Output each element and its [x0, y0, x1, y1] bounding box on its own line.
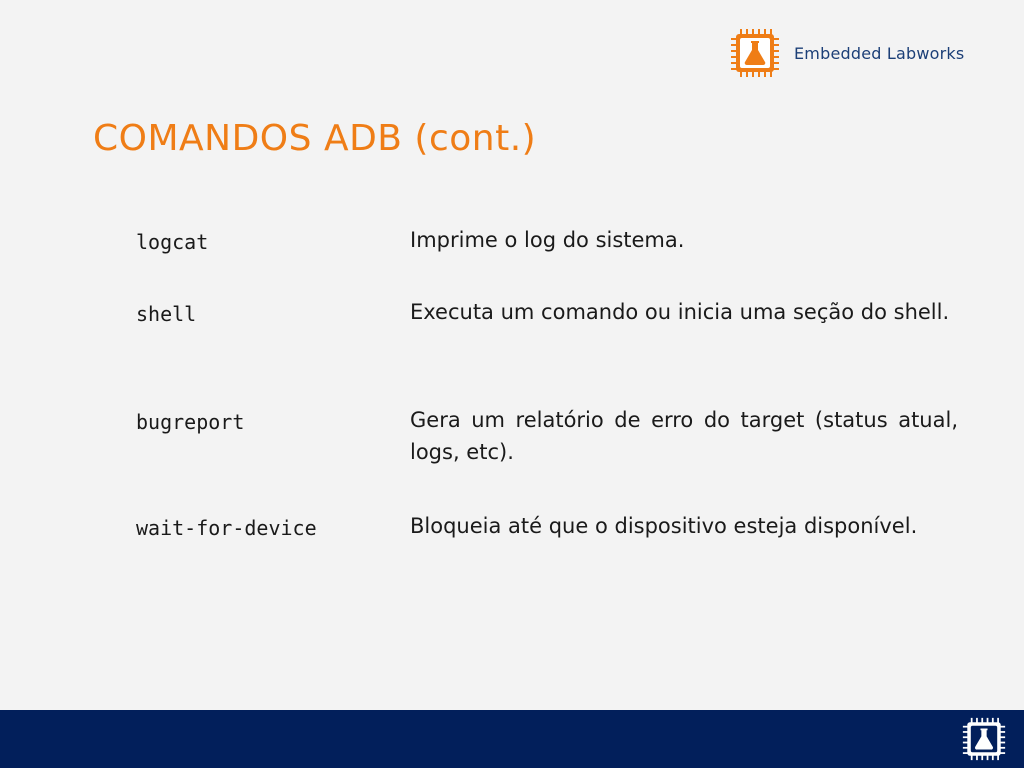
- slide-title: COMANDOS ADB (cont.): [93, 118, 537, 159]
- command-name: bugreport: [136, 410, 245, 434]
- command-name: logcat: [136, 230, 209, 254]
- command-name: wait-for-device: [136, 516, 317, 540]
- command-description: Bloqueia até que o dispositivo esteja disponível.: [410, 514, 918, 538]
- command-description: Executa um comando ou inicia uma seção do shell.: [410, 300, 950, 324]
- brand-header: [730, 28, 964, 78]
- brand-name: Embedded Labworks: [794, 43, 965, 63]
- command-name: shell: [136, 302, 197, 326]
- chip-flask-icon: [962, 717, 1006, 761]
- chip-flask-icon: [730, 28, 780, 78]
- footer-bar: [0, 710, 1024, 768]
- command-description: Imprime o log do sistema.: [410, 228, 685, 252]
- command-description: Gera um relatório de erro do target (status atual, logs, etc).: [410, 408, 958, 464]
